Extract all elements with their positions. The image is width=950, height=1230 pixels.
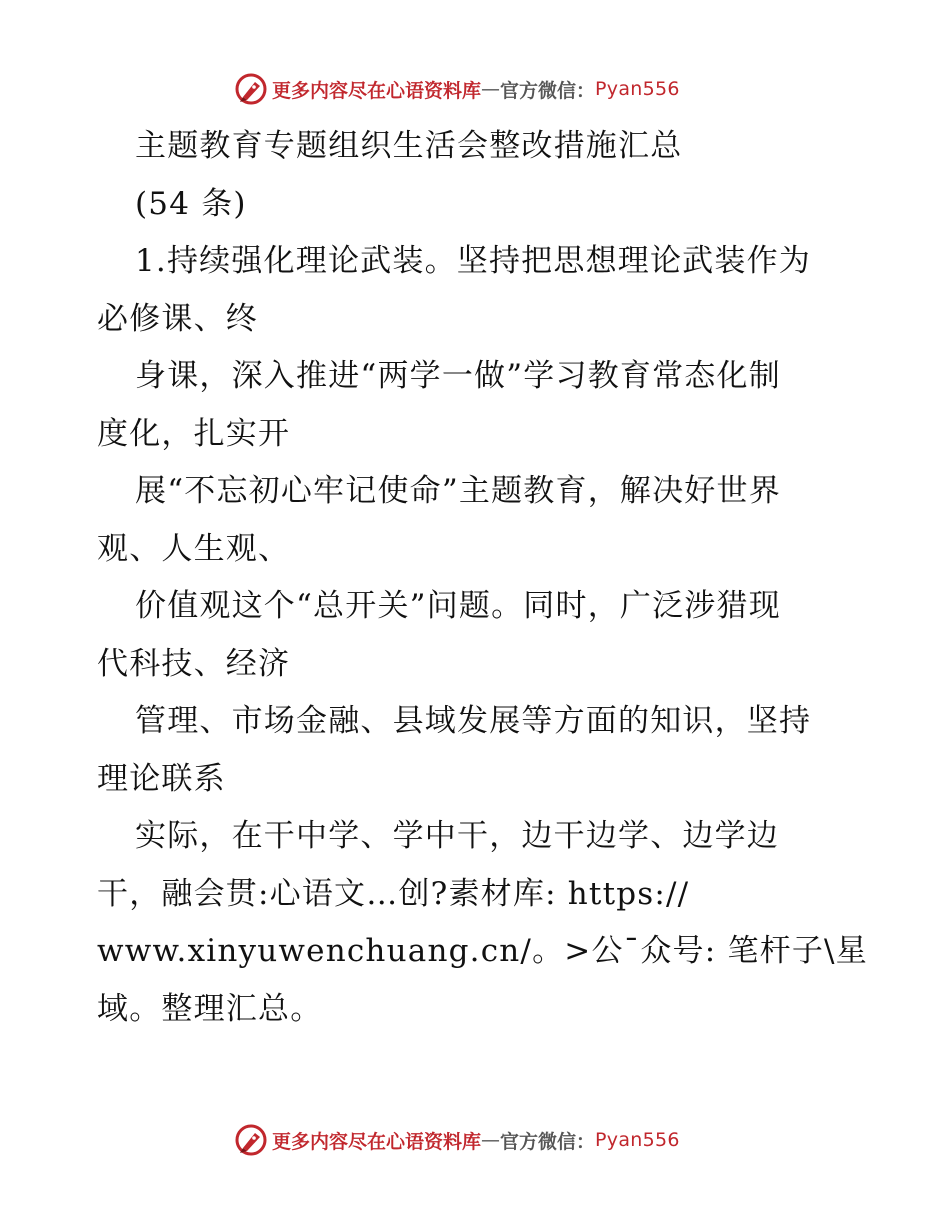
- paragraph-line: 管理、市场金融、县域发展等方面的知识，坚持: [135, 703, 812, 739]
- paragraph-line: 代科技、经济: [97, 645, 291, 682]
- banner-site-text: 更多内容尽在心语资料库: [272, 1130, 482, 1153]
- paragraph-line: 展“不忘初心牢记使命”主题教育，解决好世界: [135, 473, 781, 509]
- footer-watermark-banner: [234, 1123, 680, 1157]
- banner-wechat-label: 官方微信：: [500, 1130, 596, 1153]
- document-subtitle: (54 条): [135, 185, 247, 222]
- paragraph-line: 实际，在干中学、学中干，边干边学、边学边: [135, 818, 779, 854]
- banner-wechat-id: Pyan556: [595, 78, 680, 100]
- paragraph-line: 干，融会贯:心语文…创?素材库: https://: [97, 875, 690, 912]
- banner-separator: —: [481, 78, 501, 100]
- banner-wechat-label: 官方微信：: [500, 79, 596, 102]
- paragraph-line: 域。整理汇总。: [97, 990, 323, 1027]
- pen-nib-logo-icon: [234, 72, 268, 106]
- paragraph-line: 必修课、终: [97, 300, 258, 337]
- paragraph-line: 观、人生观、: [97, 530, 291, 567]
- banner-separator: —: [481, 1129, 501, 1151]
- paragraph-line: www.xinyuwenchuang.cn/。>公¯众号: 笔杆子\星: [97, 933, 868, 969]
- banner-wechat-id: Pyan556: [595, 1129, 680, 1151]
- paragraph-line: 身课，深入推进“两学一做”学习教育常态化制: [135, 358, 781, 394]
- paragraph-line: 1.持续强化理论武装。坚持把思想理论武装作为: [135, 243, 811, 279]
- banner-site-text: 更多内容尽在心语资料库: [272, 79, 482, 102]
- header-watermark-banner: [234, 72, 680, 106]
- document-title: 主题教育专题组织生活会整改措施汇总: [135, 128, 683, 164]
- paragraph-line: 价值观这个“总开关”问题。同时，广泛涉猎现: [135, 588, 781, 624]
- pen-nib-logo-icon: [234, 1123, 268, 1157]
- paragraph-line: 度化，扎实开: [97, 415, 291, 452]
- document-body: [97, 118, 868, 1038]
- paragraph-line: 理论联系: [97, 760, 226, 797]
